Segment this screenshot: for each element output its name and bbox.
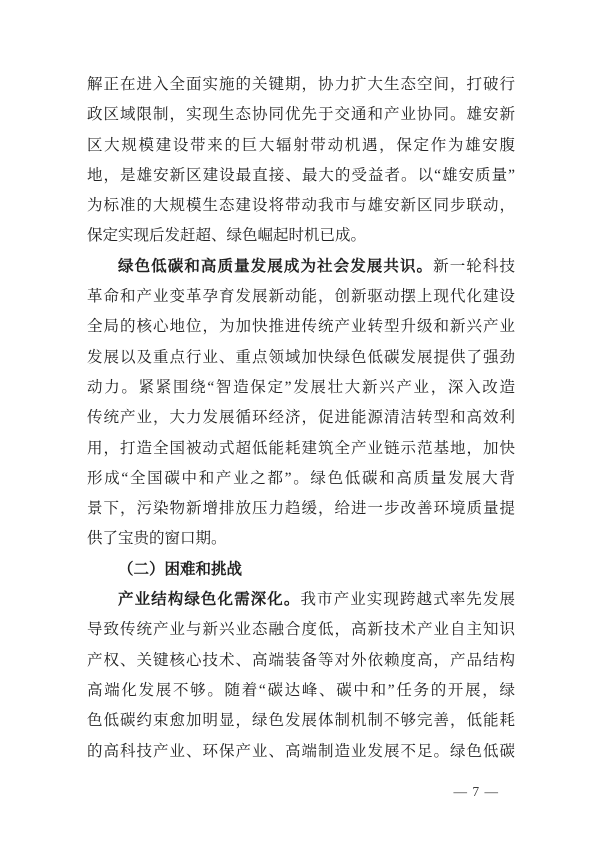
body-text: 高端化发展不够。随着“碳达峰、碳中和”任务的开展，绿 — [87, 681, 515, 699]
text-line — [87, 403, 515, 433]
text-line — [87, 252, 515, 282]
body-text: 保定实现后发赶超、绿色崛起时机已成。 — [87, 227, 367, 245]
body-text: 解正在进入全面实施的关键期，协力扩大生态空间，打破行 — [87, 76, 515, 93]
body-text: 景下，污染物新增排放压力趋缓，给进一步改善环境质量提 — [87, 500, 515, 518]
body-text: 用，打造全国被动式超低能耗建筑全产业链示范基地，加快 — [87, 439, 515, 457]
document-text — [87, 70, 515, 767]
body-text: 形成“全国碳中和产业之都”。绿色低碳和高质量发展大背 — [87, 469, 515, 487]
emphasis-text: （二）困难和挑战 — [118, 560, 243, 578]
body-text: 色低碳约束愈加明显，绿色发展体制机制不够完善，低能耗 — [87, 712, 515, 730]
text-line — [87, 464, 515, 494]
text-line — [87, 676, 515, 706]
body-text: 发展以及重点行业、重点领域加快绿色低碳发展提供了强劲 — [87, 348, 515, 366]
text-line — [87, 434, 515, 464]
body-text: 供了宝贵的窗口期。 — [87, 530, 227, 548]
text-line — [87, 494, 515, 524]
text-line — [87, 524, 515, 554]
body-text: 政区域限制，实现生态协同优先于交通和产业协同。雄安新 — [87, 106, 515, 124]
text-line — [87, 373, 515, 403]
body-text: 动力。紧紧围绕“智造保定”发展壮大新兴产业，深入改造 — [87, 378, 515, 396]
text-line — [87, 706, 515, 736]
text-line — [87, 737, 515, 767]
text-line — [87, 282, 515, 312]
body-text: 为标准的大规模生态建设将带动我市与雄安新区同步联动， — [87, 197, 515, 215]
emphasis-text: 产业结构绿色化需深化。 — [118, 591, 301, 609]
text-line — [87, 221, 515, 251]
text-line — [87, 161, 515, 191]
body-text: 全局的核心地位，为加快推进传统产业转型升级和新兴产业 — [87, 318, 515, 336]
body-text: 我市产业实现跨越式率先发展 — [300, 591, 515, 609]
page-number: — 7 — — [453, 784, 499, 799]
body-text: 新一轮科技 — [433, 257, 515, 275]
body-text: 导致传统产业与新兴业态融合度低，高新技术产业自主知识 — [87, 621, 515, 639]
body-text: 传统产业，大力发展循环经济，促进能源清洁转型和高效利 — [87, 409, 515, 427]
body-text: 区大规模建设带来的巨大辐射带动机遇，保定作为雄安腹 — [87, 136, 515, 154]
section-heading — [87, 555, 515, 585]
text-line — [87, 191, 515, 221]
body-text: 的高科技产业、环保产业、高端制造业发展不足。绿色低碳 — [87, 742, 515, 760]
text-line — [87, 343, 515, 373]
text-line — [87, 70, 515, 100]
text-line — [87, 615, 515, 645]
text-line — [87, 312, 515, 342]
text-line — [87, 100, 515, 130]
body-text: 产权、关键核心技术、高端装备等对外依赖度高，产品结构 — [87, 651, 515, 669]
body-text: 地，是雄安新区建设最直接、最大的受益者。以“雄安质量” — [87, 166, 515, 184]
text-line — [87, 646, 515, 676]
body-text: 革命和产业变革孕育发展新动能，创新驱动摆上现代化建设 — [87, 288, 515, 306]
text-line — [87, 585, 515, 615]
text-line — [87, 131, 515, 161]
emphasis-text: 绿色低碳和高质量发展成为社会发展共识。 — [118, 257, 434, 275]
